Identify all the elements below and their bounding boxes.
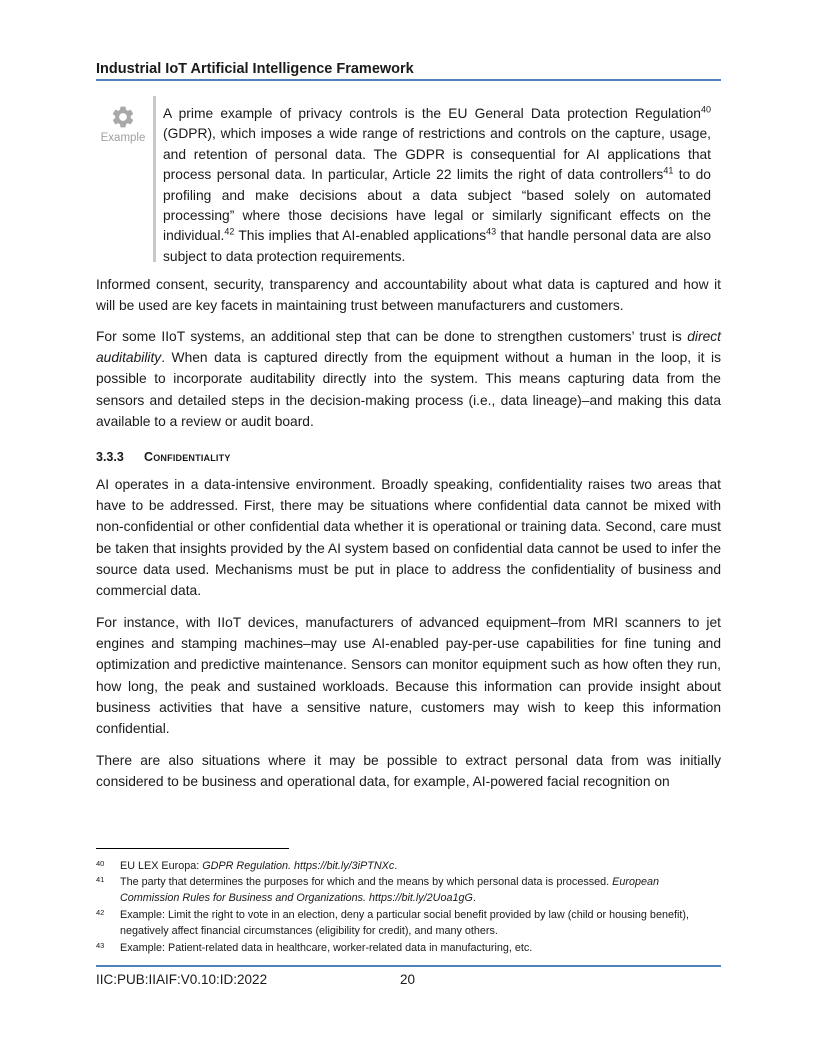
example-callout-text: A prime example of privacy controls is the EU General Data protection Regulation$^{40}$ (GDPR), which imposes a wide range of restrictions and controls on the capture, usage, and retention of personal data. The GDPR is consequential for AI applications that process personal data. In particular, Article 22 limits the right of data controllers$^{41}$ to do profiling and make decisions about a data subject “based solely on automated processing” where those decisions have legal or similarly significant effects on the individual.$^{42}$ This implies that AI-enabled applications$^{43}$ that handle personal data are also subject to data protection requirements. <box>163 104 711 264</box>
body-paragraph-auditability: For some IIoT systems, an additional step that can be done to strengthen customers’ trust is direct auditability. When data is captured directly from the equipment without a human in the loop, it is possible to incorporate auditability directly into the system. This means capturing data from the sensors and detailed steps in the decision-making process (i.e., data lineage)–and making this data available to a review or audit board. <box>96 329 721 429</box>
page-header-title: Industrial IoT Artificial Intelligence Framework <box>96 61 414 77</box>
section-number: 3.3.3 <box>96 450 124 464</box>
footnote-40: 40 EU LEX Europa: GDPR Regulation. https://bit.ly/3iPTNXc. <box>96 859 398 872</box>
section-title: Confidentiality <box>144 450 231 464</box>
footnote-43: 43 Example: Patient-related data in healthcare, worker-related data in manufacturing, etc. <box>96 941 533 954</box>
header-rule <box>96 79 721 81</box>
footnote-41: 41 The party that determines the purposes for which and the means by which personal data is processed. European Commission Rules for Business and Organizations. https://bit.ly/2Uoa1gG. <box>96 875 659 904</box>
example-callout-bar <box>153 96 156 262</box>
footnote-ref-43[interactable]: 43 <box>486 226 497 237</box>
example-callout-marker <box>94 104 152 144</box>
footnote-number: 40 <box>96 859 105 868</box>
footnote-number: 43 <box>96 941 105 950</box>
footnote-ref-42[interactable]: 42 <box>224 226 235 237</box>
term-direct-auditability: direct auditability <box>96 329 721 366</box>
body-paragraph-trust: Informed consent, security, transparency and accountability about what data is captured and how it will be used are key facets in maintaining trust between manufacturers and customers. <box>96 277 721 314</box>
footnote-ref-41[interactable]: 41 <box>663 165 674 176</box>
footnote-number: 42 <box>96 908 105 917</box>
footnote-number: 41 <box>96 875 105 884</box>
gear-icon <box>94 104 152 130</box>
section-heading-confidentiality <box>96 449 231 465</box>
body-paragraph-iiot-devices: For instance, with IIoT devices, manufacturers of advanced equipment–from MRI scanners to jet engines and stamping machines–may use AI-enabled pay-per-use capabilities for fine tuning and optimization and predictive maintenance. Sensors can monitor equipment such as how often they run, how long, the peak and sustained workloads. Because this information can provide insight about business activities that have a sensitive nature, customers may wish to keep this information confidential. <box>96 615 721 737</box>
footnote-separator <box>96 848 289 849</box>
example-label: Example <box>100 132 146 144</box>
body-paragraph-personal-data: There are also situations where it may be possible to extract personal data from was initially considered to be business and operational data, for example, AI-powered facial recognition on <box>96 753 721 790</box>
body-paragraph-confidentiality: AI operates in a data-intensive environment. Broadly speaking, confidentiality raises two areas that have to be addressed. First, there may be situations where confidential data cannot be mixed with non-confidential or other confidential data whether it is operational or training data. Second, care must be taken that insights provided by the AI system based on confidential data cannot be used to infer the source data used. Mechanisms must be put in place to address the confidentiality of business and commercial data. <box>96 477 721 599</box>
footer-rule <box>96 965 721 967</box>
footer-page-number: 20 <box>400 972 416 987</box>
footer-document-id: IIC:PUB:IIAIF:V0.10:ID:2022 <box>96 972 268 987</box>
footnote-ref-40[interactable]: 40 <box>700 104 711 115</box>
footnote-42: 42 Example: Limit the right to vote in an election, deny a particular social benefit provided by law (child or housing benefit), negatively affect financial circumstances (eligibility for credit), and many others. <box>96 908 689 937</box>
